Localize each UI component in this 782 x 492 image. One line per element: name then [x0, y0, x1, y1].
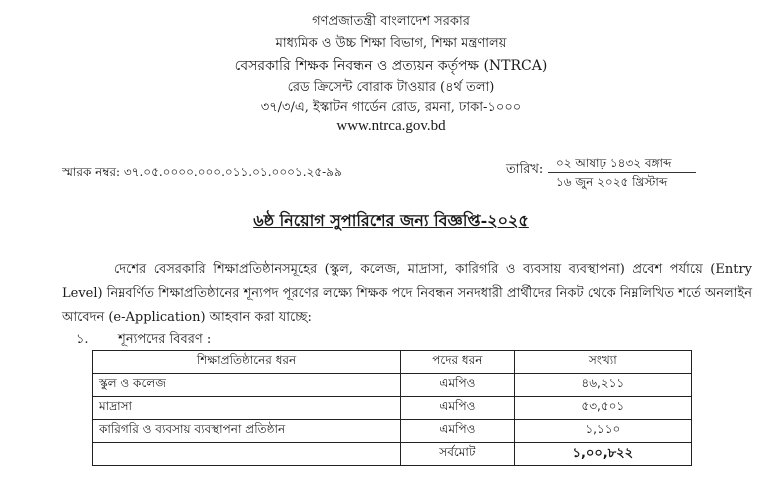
col-post-type: পদের ধরন — [401, 351, 515, 374]
cell-total-value: ১,০০,৮২২ — [514, 443, 691, 466]
cell-count: ১,১১০ — [514, 420, 691, 443]
cell-post: এমপিও — [401, 420, 515, 443]
col-count: সংখ্যা — [514, 351, 691, 374]
date-block — [548, 154, 696, 191]
cell-post: এমপিও — [401, 374, 515, 397]
vacancy-table — [92, 350, 692, 466]
cell-count: ৪৬,২১১ — [514, 374, 691, 397]
col-institution-type: শিক্ষাপ্রতিষ্ঠানের ধরন — [93, 351, 401, 374]
cell-institution: কারিগরি ও ব্যবসায় ব্যবস্থাপনা প্রতিষ্ঠান — [93, 420, 401, 443]
cell-post: এমপিও — [401, 397, 515, 420]
header-government: গণপ্রজাতন্ত্রী বাংলাদেশ সরকার — [312, 14, 470, 29]
table-total-row — [93, 443, 692, 466]
table-header-row — [93, 351, 692, 374]
header-authority: বেসরকারি শিক্ষক নিবন্ধন ও প্রত্যয়ন কর্তৃপক্ষ (NTRCA) — [234, 58, 548, 74]
section-title: শূন্যপদের বিবরণ : — [118, 332, 212, 347]
date-english: ১৬ জুন ২০২৫ খ্রিস্টাব্দ — [556, 175, 668, 189]
memo-number: স্মারক নম্বর: ৩৭.০৫.০০০০.০০০.০১১.০১.০০০১.২৫-৯৯ — [62, 165, 342, 179]
section-number: ১. — [76, 332, 89, 347]
table-row — [93, 420, 692, 443]
notice-title: ৬ষ্ঠ নিয়োগ সুপারিশের জন্য বিজ্ঞপ্তি-২০২৫ — [253, 211, 529, 230]
date-label: তারিখ: — [506, 162, 544, 177]
cell-institution: মাদ্রাসা — [93, 397, 401, 420]
date-bangla: ০২ আষাঢ় ১৪৩২ বঙ্গাব্দ — [548, 154, 696, 173]
table-row — [93, 374, 692, 397]
header-address: ৩৭/৩/এ, ইস্কাটন গার্ডেন রোড, রমনা, ঢাকা-১০০০ — [260, 100, 522, 115]
header-ministry: মাধ্যমিক ও উচ্চ শিক্ষা বিভাগ, শিক্ষা মন্ত্রণালয় — [275, 36, 507, 51]
cell-empty — [93, 443, 401, 466]
table-row — [93, 397, 692, 420]
header-website: www.ntrca.gov.bd — [336, 118, 446, 134]
notice-paragraph: দেশের বেসরকারি শিক্ষাপ্রতিষ্ঠানসমূহের (স্কুল, কলেজ, মাদ্রাসা, কারিগরি ও ব্যবসায় ব্যবস্থাপনা) প্রবেশ পর্যায়ে (Entry Level) নিম্নবর্ণিত শিক্ষাপ্রতিষ্ঠানের শূন্যপদ পূরণের লক্ষ্যে শিক্ষক পদে নিবন্ধন সনদধারী প্রার্থীদের নিকট থেকে নিম্নলিখিত শর্তে অনলাইন আবেদন (e-Application) আহবান করা যাচ্ছে: — [62, 262, 752, 325]
cell-total-label: সর্বমোট — [401, 443, 515, 466]
section-heading — [76, 330, 211, 351]
cell-count: ৫৩,৫০১ — [514, 397, 691, 420]
cell-institution: স্কুল ও কলেজ — [93, 374, 401, 397]
header-building: রেড ক্রিসেন্ট বোরাক টাওয়ার (৪র্থ তলা) — [287, 80, 495, 95]
